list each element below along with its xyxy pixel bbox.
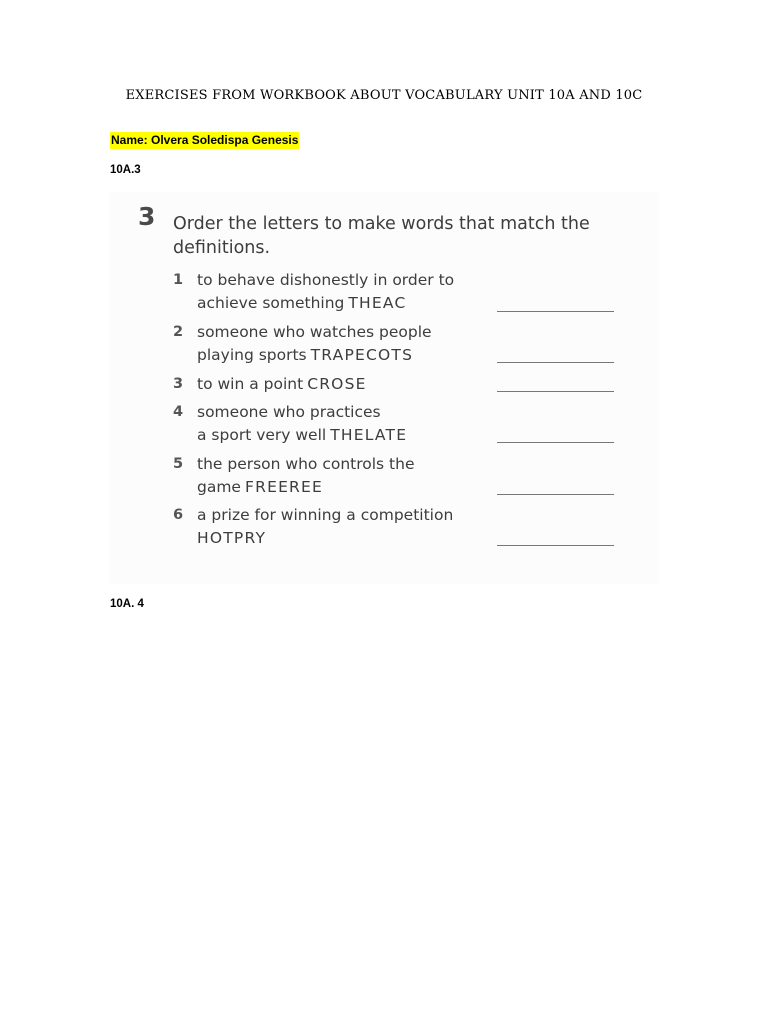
definition-line <box>197 476 497 499</box>
item-definition <box>197 401 497 447</box>
document-title: EXERCISES FROM WORKBOOK ABOUT VOCABULARY UNIT 10A AND 10C <box>125 88 643 103</box>
item-number: 2 <box>173 324 184 340</box>
item-number: 5 <box>173 456 184 472</box>
section-label-10a3: 10A.3 <box>110 164 141 176</box>
definition-line: the person who controls the <box>197 455 415 473</box>
definition-line: someone who watches people <box>197 323 432 341</box>
definition-line: a prize for winning a competition <box>197 506 454 524</box>
definition-line <box>197 344 497 367</box>
item-number: 3 <box>173 376 184 392</box>
definition-line: someone who practices <box>197 403 381 421</box>
item-definition <box>197 373 497 396</box>
definition-line <box>197 292 497 315</box>
exercise-instruction: Order the letters to make words that match the definitions. <box>173 214 590 258</box>
definition-line <box>197 527 497 550</box>
scrambled-word: THELATE <box>330 426 408 444</box>
item-number: 6 <box>173 507 184 523</box>
definition-text: achieve something <box>197 294 345 312</box>
section-label-10a4: 10A. 4 <box>110 598 144 610</box>
item-definition <box>197 321 497 367</box>
answer-blank[interactable] <box>497 494 614 495</box>
answer-blank[interactable] <box>497 545 614 546</box>
exercise-image <box>110 192 658 584</box>
answer-blank[interactable] <box>497 391 614 392</box>
definition-line <box>197 424 497 447</box>
answer-blank[interactable] <box>497 442 614 443</box>
scrambled-word: THEAC <box>348 294 407 312</box>
definition-text: a sport very well <box>197 426 327 444</box>
definition-text: to win a point <box>197 375 304 393</box>
scrambled-word: HOTPRY <box>197 529 267 547</box>
answer-blank[interactable] <box>497 362 614 363</box>
definition-text: game <box>197 478 241 496</box>
exercise-number: 3 <box>138 202 156 231</box>
item-definition <box>197 269 497 315</box>
scrambled-word: FREEREE <box>244 478 324 496</box>
definition-line: to behave dishonestly in order to <box>197 271 455 289</box>
item-number: 1 <box>173 272 184 288</box>
item-definition <box>197 504 497 550</box>
scrambled-word: TRAPECOTS <box>310 346 414 364</box>
student-name: Name: Olvera Soledispa Genesis <box>111 133 299 147</box>
item-number: 4 <box>173 404 184 420</box>
definition-line <box>197 373 497 396</box>
definition-text: playing sports <box>197 346 307 364</box>
scrambled-word: CROSE <box>307 375 367 393</box>
item-definition <box>197 453 497 499</box>
answer-blank[interactable] <box>497 311 614 312</box>
